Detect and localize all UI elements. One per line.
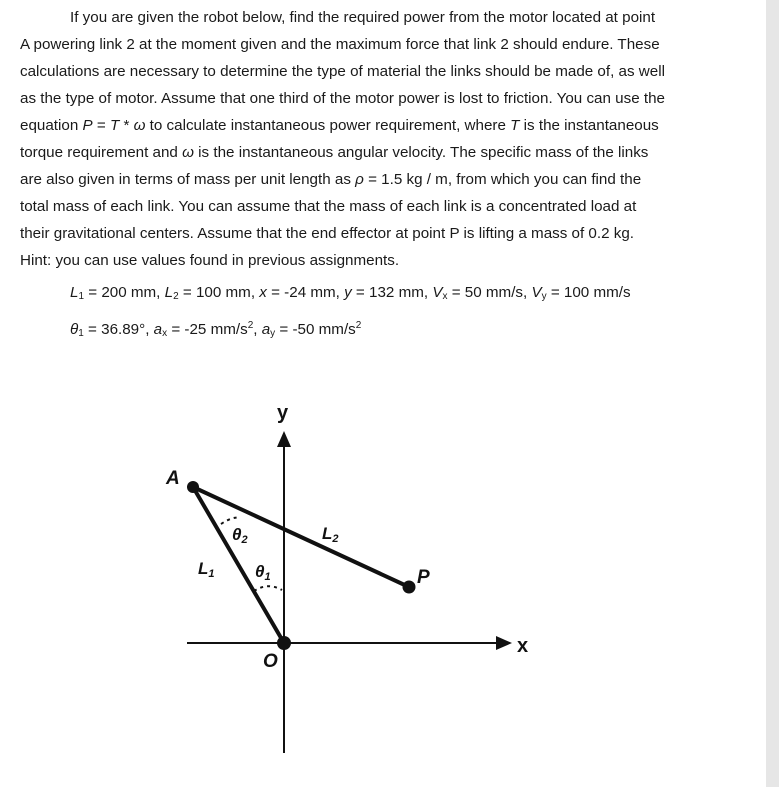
- text-run: is the instantaneous angular velocity. The specific mass of the links: [193, 144, 649, 161]
- symbol-omega: ω: [182, 144, 194, 161]
- text-run: to calculate instantaneous power requirement, where: [145, 117, 511, 134]
- subscript: y: [541, 291, 547, 302]
- joint-O: [277, 636, 291, 650]
- value-theta1: = 36.89°,: [83, 321, 154, 338]
- value-Vy: = 100 mm/s: [546, 284, 631, 301]
- text-run: =: [92, 117, 110, 134]
- theta1-arc: [254, 586, 282, 591]
- x-axis-arrowhead: [496, 636, 512, 650]
- value-L1: = 200 mm,: [84, 284, 165, 301]
- symbol-ay: a: [261, 321, 271, 338]
- symbol-power: P: [82, 117, 93, 134]
- value-y: = 132 mm,: [351, 284, 433, 301]
- problem-line: If you are given the robot below, find the required power from the motor located at point: [70, 9, 656, 26]
- superscript: 2: [247, 320, 254, 331]
- text-run: *: [119, 117, 134, 134]
- value-L2: = 100 mm,: [178, 284, 260, 301]
- symbol-Vy: V: [531, 284, 542, 301]
- y-axis-arrowhead: [277, 431, 291, 447]
- symbol-torque: T: [109, 117, 120, 134]
- subscript: y: [270, 328, 276, 339]
- problem-line: total mass of each link. You can assume that the mass of each link is a concentrated load at: [20, 198, 637, 215]
- theta1-label: θ1: [255, 562, 271, 583]
- symbol-rho: ρ: [355, 171, 364, 188]
- y-axis-label: y: [277, 402, 289, 424]
- symbol-omega: ω: [133, 117, 146, 134]
- text-run: are also given in terms of mass per unit length as: [20, 171, 356, 188]
- symbol-theta1: θ: [70, 321, 79, 338]
- value-Vx: = 50 mm/s,: [447, 284, 532, 301]
- symbol-x: x: [259, 284, 267, 301]
- symbol-torque: T: [510, 117, 520, 134]
- point-A-label: A: [166, 468, 180, 489]
- superscript: 2: [355, 320, 362, 331]
- text-run: ,: [253, 321, 262, 338]
- link-2: [193, 487, 409, 587]
- problem-line: A powering link 2 at the moment given and the maximum force that link 2 should endure. These: [20, 36, 660, 53]
- value-ay: = -50 mm/s: [275, 321, 356, 338]
- subscript: 2: [173, 291, 179, 302]
- symbol-L2: L: [164, 284, 174, 301]
- value-ax: = -25 mm/s: [167, 321, 248, 338]
- symbol-L1: L: [70, 284, 79, 301]
- text-run: = 1.5 kg / m, from which you can find the: [363, 171, 642, 188]
- problem-line: as the type of motor. Assume that one third of the motor power is lost to friction. You can use the: [20, 90, 665, 107]
- x-axis-label: x: [517, 635, 529, 657]
- symbol-ax: a: [153, 321, 163, 338]
- text-run: equation: [20, 117, 83, 134]
- point-O-label: O: [263, 651, 278, 672]
- text-run: is the instantaneous: [519, 117, 659, 134]
- subscript: x: [442, 291, 448, 302]
- problem-line: Hint: you can use values found in previous assignments.: [20, 252, 400, 269]
- end-effector-P: [403, 581, 416, 594]
- theta2-arc: [221, 518, 240, 524]
- problem-line: calculations are necessary to determine the type of material the links should be made of, as well: [20, 63, 665, 80]
- subscript: x: [162, 328, 168, 339]
- L2-label: L2: [322, 524, 339, 545]
- joint-A: [187, 481, 199, 493]
- symbol-y: y: [344, 284, 352, 301]
- text-run: torque requirement and: [20, 144, 183, 161]
- L1-label: L1: [198, 559, 215, 580]
- value-x: = -24 mm,: [266, 284, 345, 301]
- point-P-label: P: [417, 567, 430, 588]
- subscript: 1: [78, 291, 85, 302]
- symbol-Vx: V: [432, 284, 443, 301]
- subscript: 1: [78, 328, 84, 339]
- problem-line: their gravitational centers. Assume that the end effector at point P is lifting a mass of 0.2 kg.: [20, 225, 635, 242]
- theta2-label: θ2: [232, 525, 248, 546]
